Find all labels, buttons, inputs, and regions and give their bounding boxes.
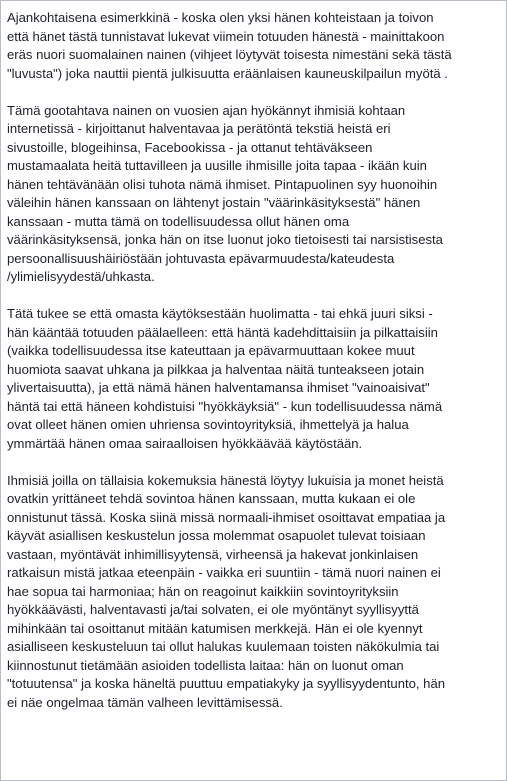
post-paragraph-4: Ihmisiä joilla on tällaisia kokemuksia hänestä löytyy lukuisia ja monet heistä ovatkin yrittäneet tehdä sovintoa hänen kanssaan, mutta kukaan ei ole onnistunut tässä. Koska siinä missä normaali-ihmiset osoittavat empatiaa ja käyvät asiallisen keskustelun jossa molemmat osapuolet tulevat toisiaan vastaan, myöntävät inhimillisyytensä, virheensä ja hakevat jonkinlaisen ratkaisun mistä jatkaa eteenpäin - vaikka eri suuntiin - tämä nuori nainen ei hae sopua tai harmoniaa; hän on reagoinut kaikkiin sovintoyrityksiin hyökkäävästi, halventavasti ja/tai solvaten, ei ole myöntänyt syyllisyyttä mihinkään tai osoittanut mitään katumisen merkkejä. Hän ei ole kyennyt asialliseen keskusteluun tai ollut halukas kuulemaan toisten näkökulmia tai kiinnostunut tietämään asioiden todellista laitaa: hän on luonut oman "totuutensa" ja koska häneltä puuttuu empatiakyky ja syyllisyydentunto, hän ei näe ongelmaa tämän valheen levittämisessä. — [7, 472, 446, 710]
post-paragraph-3: Tätä tukee se että omasta käytöksestään huolimatta - tai ehkä juuri siksi - hän kääntää totuuden päälaelleen: että häntä kadehdittaisiin ja pilkattaisiin (vaikka todellisuudessa itse kateuttaan ja epävarmuuttaan kokee muut huomiota saavat uhkana ja pilkkaa ja halventaa näitä tunteakseen jotain ylivertaisuutta), ja että nämä hänen halventamansa ihmiset "vainoaisivat" häntä tai että häneen kohdistuisi "hyökkäyksiä" - kun todellisuudessa nämä ovat olleet hänen omien uhriensa sovintoyrityksiä, ihmettelyä ja halua ymmärtää hänen omaa sairaalloisen hyökkäävää käytöstään. — [7, 306, 443, 451]
post-content — [7, 9, 503, 712]
post-paragraph-1: Ajankohtaisena esimerkkinä - koska olen yksi hänen kohteistaan ja toivon että hänet tästä tunnistavat lukevat viimein totuuden hänestä - mainittakoon eräs nuori suomalainen nainen (vihjeet löytyvät toisesta nimestäni sekä tästä "luvusta") joka nauttii pientä julkisuutta eräänlaisen kauneuskilpailun myötä . — [7, 10, 452, 81]
post-paragraph-2: Tämä gootahtava nainen on vuosien ajan hyökännyt ihmisiä kohtaan internetissä - kirjoittanut halventavaa ja perätöntä tekstiä heistä eri sivustoille, blogeihinsa, Facebookissa - ja ottanut tehtäväkseen mustamaalata heitä tuttavilleen ja uusille ihmisille joita tapaa - ikään kuin hänen tehtävänään olisi tuhota nämä ihmiset. Pintapuolinen syy huonoihin väleihin hänen kanssaan on lähtenyt jostain "väärinkäsityksestä" hänen kanssaan - mutta tämä on todellisuudessa ollut hänen oma väärinkäsityksensä, jonka hän on itse luonut joko tietoisesti tai narsistisesta persoonallisuushäiriöstään johtuvasta epävarmuudesta/kateudesta /ylimielisyydestä/uhkasta. — [7, 102, 443, 284]
